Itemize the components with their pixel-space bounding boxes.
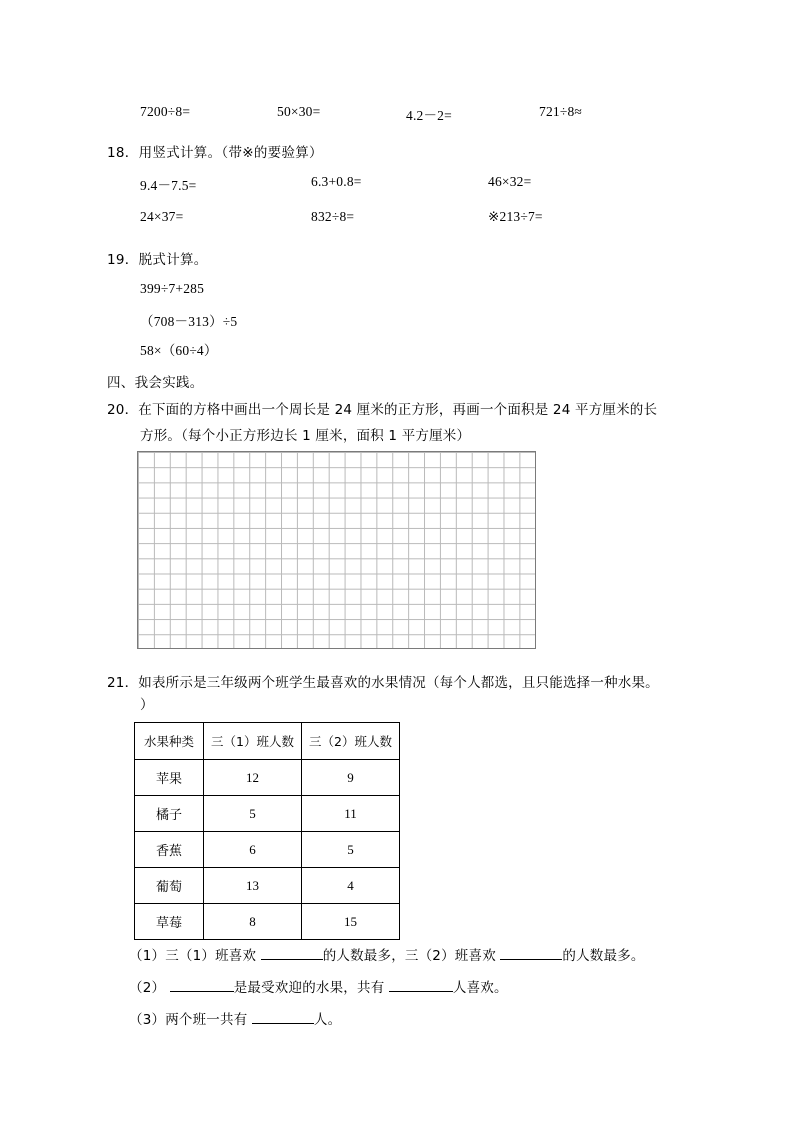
problem-18-heading xyxy=(107,141,323,161)
answer-blank-3a[interactable] xyxy=(252,1023,314,1024)
cell-class2: 11 xyxy=(302,796,400,832)
answer-blank-1b[interactable] xyxy=(500,959,562,960)
cell-fruit: 草莓 xyxy=(135,904,204,940)
subquestion-1-label: （1） xyxy=(129,948,166,964)
cell-class2: 5 xyxy=(302,832,400,868)
subquestion-1-text-b: 的人数最多，三（2）班喜欢 xyxy=(322,948,496,964)
cell-class1: 8 xyxy=(204,904,302,940)
problem-21-number: 21． xyxy=(107,675,139,691)
table-header-class1: 三（1）班人数 xyxy=(204,723,302,760)
cell-class1: 13 xyxy=(204,868,302,904)
problem-18-item-3: 46×32= xyxy=(488,174,532,189)
cell-class2: 9 xyxy=(302,760,400,796)
table-header-row xyxy=(135,723,400,760)
oral-item-2: 50×30= xyxy=(277,104,321,119)
problem-20-stem-line-2: 方形。（每个小正方形边长 1 厘米，面积 1 平方厘米） xyxy=(140,428,471,444)
problem-21-subquestion-2 xyxy=(129,976,508,996)
problem-19-number: 19． xyxy=(107,252,139,268)
table-header-fruit: 水果种类 xyxy=(135,723,204,760)
subquestion-3-label: （3） xyxy=(129,1012,166,1028)
problem-18-title: 用竖式计算。（带※的要验算） xyxy=(138,145,323,161)
table-header-class2: 三（2）班人数 xyxy=(302,723,400,760)
problem-21-stem xyxy=(107,670,659,696)
subquestion-2-label: （2） xyxy=(129,980,166,996)
answer-blank-2b[interactable] xyxy=(389,991,453,992)
problem-19-expression-3: 58×（60÷4） xyxy=(140,343,218,358)
subquestion-2-text-b: 人喜欢。 xyxy=(452,980,508,996)
problem-18-number: 18． xyxy=(107,145,139,161)
problem-18-item-1: 9.4－7.5= xyxy=(140,178,197,193)
table-row xyxy=(135,760,400,796)
problem-20-number: 20． xyxy=(107,402,139,418)
cell-class1: 5 xyxy=(204,796,302,832)
cell-class2: 15 xyxy=(302,904,400,940)
problem-20-stem-line-2-wrap xyxy=(140,423,470,449)
cell-fruit: 苹果 xyxy=(135,760,204,796)
table-row xyxy=(135,832,400,868)
square-grid[interactable] xyxy=(137,451,536,649)
fruit-preference-table xyxy=(134,722,400,940)
problem-18-item-4: 24×37= xyxy=(140,209,184,224)
subquestion-3-text-a: 两个班一共有 xyxy=(165,1012,248,1028)
problem-21-stem-line-2-wrap xyxy=(140,692,154,718)
oral-item-1: 7200÷8= xyxy=(140,104,191,119)
answer-blank-1a[interactable] xyxy=(261,959,323,960)
answer-blank-2a[interactable] xyxy=(170,991,234,992)
oral-item-3: 4.2－2= xyxy=(406,108,452,123)
cell-class1: 6 xyxy=(204,832,302,868)
problem-18-item-2: 6.3+0.8= xyxy=(311,174,362,189)
problem-19-title: 脱式计算。 xyxy=(138,252,208,268)
problem-21-subquestion-1 xyxy=(129,944,645,964)
subquestion-1-text-c: 的人数最多。 xyxy=(562,948,645,964)
problem-19-expression-1: 399÷7+285 xyxy=(140,281,205,296)
problem-19-heading xyxy=(107,248,208,268)
section-4-heading: 四、我会实践。 xyxy=(107,375,204,391)
cell-fruit: 香蕉 xyxy=(135,832,204,868)
table-row xyxy=(135,904,400,940)
problem-21-stem-line-2: ） xyxy=(140,697,154,713)
table-row xyxy=(135,796,400,832)
cell-class1: 12 xyxy=(204,760,302,796)
problem-20-stem xyxy=(107,397,687,423)
subquestion-3-text-b: 人。 xyxy=(313,1012,342,1028)
problem-20-stem-line-1: 在下面的方格中画出一个周长是 24 厘米的正方形，再画一个面积是 24 平方厘米的长 xyxy=(138,402,658,418)
problem-19-expression-2: （708－313）÷5 xyxy=(140,314,238,329)
problem-21-stem-line-1: 如表所示是三年级两个班学生最喜欢的水果情况（每个人都选，且只能选择一种水果。 xyxy=(138,675,659,691)
problem-18-item-5: 832÷8= xyxy=(311,209,355,224)
subquestion-1-text-a: 三（1）班喜欢 xyxy=(165,948,257,964)
cell-fruit: 橘子 xyxy=(135,796,204,832)
problem-21-subquestion-3 xyxy=(129,1008,341,1028)
oral-item-4: 721÷8≈ xyxy=(539,104,583,119)
cell-class2: 4 xyxy=(302,868,400,904)
problem-18-item-6: ※213÷7= xyxy=(488,209,543,224)
subquestion-2-text-a: 是最受欢迎的水果，共有 xyxy=(233,980,385,996)
table-row xyxy=(135,868,400,904)
cell-fruit: 葡萄 xyxy=(135,868,204,904)
